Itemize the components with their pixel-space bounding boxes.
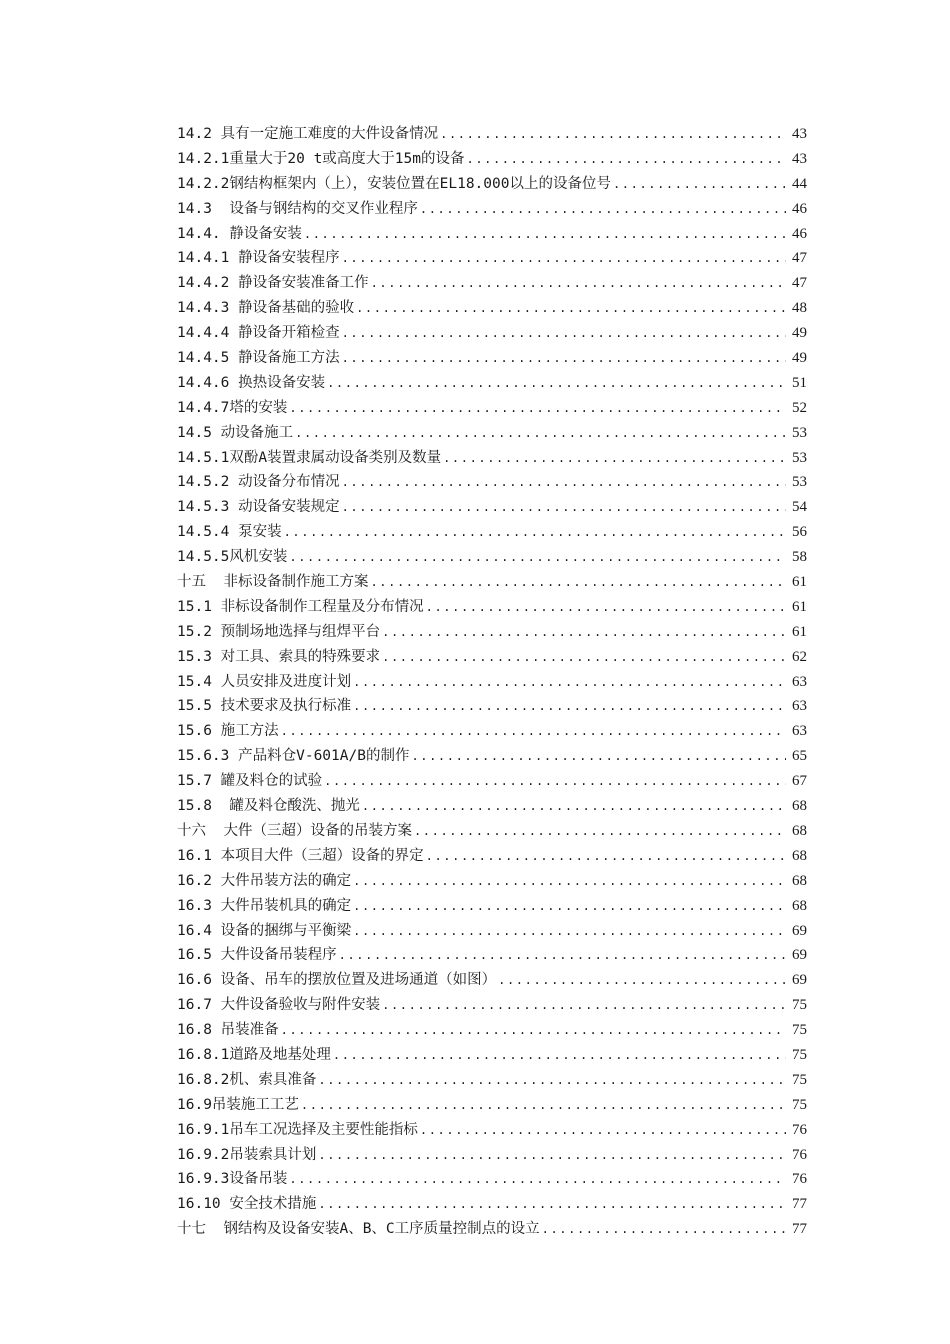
- toc-dot-leader: [342, 470, 786, 495]
- toc-dot-leader: [342, 321, 786, 346]
- toc-entry-title: 15.1 非标设备制作工程量及分布情况: [177, 598, 424, 615]
- toc-entry-page-number: 63: [792, 723, 807, 740]
- toc-entry[interactable]: [177, 1167, 807, 1192]
- toc-entry[interactable]: [177, 520, 807, 545]
- toc-entry-page-number: 69: [792, 922, 807, 939]
- toc-entry-title: 14.4. 静设备安装: [177, 225, 302, 242]
- toc-dot-leader: [339, 943, 786, 968]
- toc-entry[interactable]: [177, 595, 807, 620]
- toc-entry[interactable]: [177, 222, 807, 247]
- toc-entry-page-number: 76: [792, 1121, 807, 1138]
- toc-entry-title: 16.6 设备、吊车的摆放位置及进场通道（如图）: [177, 972, 497, 989]
- toc-entry-title: 14.4.6 换热设备安装: [177, 374, 326, 391]
- toc-entry-page-number: 46: [792, 225, 807, 242]
- toc-entry-title: 15.3 对工具、索具的特殊要求: [177, 648, 381, 665]
- toc-dot-leader: [318, 1192, 786, 1217]
- toc-entry[interactable]: [177, 446, 807, 471]
- toc-entry[interactable]: [177, 122, 807, 147]
- toc-entry-page-number: 48: [792, 300, 807, 317]
- toc-entry-title: 15.6.3 产品料仓V-601A/B的制作: [177, 748, 410, 765]
- toc-dot-leader: [414, 819, 786, 844]
- toc-entry[interactable]: [177, 346, 807, 371]
- toc-entry[interactable]: [177, 670, 807, 695]
- toc-dot-leader: [353, 869, 786, 894]
- toc-dot-leader: [382, 620, 786, 645]
- toc-dot-leader: [382, 645, 786, 670]
- toc-entry-page-number: 44: [792, 175, 807, 192]
- toc-dot-leader: [304, 222, 786, 247]
- toc-entry[interactable]: [177, 321, 807, 346]
- toc-entry[interactable]: [177, 1118, 807, 1143]
- toc-entry[interactable]: [177, 147, 807, 172]
- toc-entry-title: 14.4.2 静设备安装准备工作: [177, 275, 369, 292]
- toc-entry-title: 15.2 预制场地选择与组焊平台: [177, 623, 381, 640]
- toc-entry[interactable]: [177, 869, 807, 894]
- toc-entry-title: 16.5 大件设备吊装程序: [177, 947, 337, 964]
- toc-entry-title: 十六 大件（三超）设备的吊装方案: [177, 822, 412, 839]
- toc-entry-page-number: 63: [792, 698, 807, 715]
- toc-entry[interactable]: [177, 894, 807, 919]
- toc-entry[interactable]: [177, 271, 807, 296]
- toc-entry[interactable]: [177, 943, 807, 968]
- toc-entry[interactable]: [177, 1068, 807, 1093]
- toc-entry[interactable]: [177, 545, 807, 570]
- toc-entry-page-number: 68: [792, 872, 807, 889]
- toc-entry-page-number: 43: [792, 150, 807, 167]
- toc-dot-leader: [289, 1167, 786, 1192]
- toc-entry[interactable]: [177, 1217, 807, 1242]
- toc-entry[interactable]: [177, 968, 807, 993]
- toc-entry-title: 14.4.7塔的安装: [177, 399, 288, 416]
- toc-dot-leader: [281, 719, 786, 744]
- toc-dot-leader: [542, 1217, 786, 1242]
- toc-entry[interactable]: [177, 197, 807, 222]
- toc-entry-page-number: 68: [792, 798, 807, 815]
- toc-entry-title: 14.2.2钢结构框架内（上），安装位置在EL18.000以上的设备位号: [177, 175, 611, 192]
- toc-entry[interactable]: [177, 570, 807, 595]
- toc-entry-title: 14.4.4 静设备开箱检查: [177, 325, 340, 342]
- toc-entry-title: 16.8 吊装准备: [177, 1022, 279, 1039]
- toc-entry[interactable]: [177, 844, 807, 869]
- toc-entry-title: 15.5 技术要求及执行标准: [177, 698, 352, 715]
- toc-entry-page-number: 77: [792, 1221, 807, 1238]
- toc-entry[interactable]: [177, 819, 807, 844]
- toc-dot-leader: [356, 296, 786, 321]
- toc-entry-page-number: 47: [792, 250, 807, 267]
- toc-dot-leader: [371, 271, 786, 296]
- toc-entry[interactable]: [177, 794, 807, 819]
- toc-entry-page-number: 62: [792, 648, 807, 665]
- toc-dot-leader: [411, 744, 786, 769]
- toc-entry-title: 15.6 施工方法: [177, 723, 279, 740]
- toc-entry-title: 16.4 设备的捆绑与平衡梁: [177, 922, 352, 939]
- toc-entry-page-number: 69: [792, 972, 807, 989]
- toc-entry-page-number: 49: [792, 350, 807, 367]
- toc-entry-page-number: 54: [792, 499, 807, 516]
- toc-entry[interactable]: [177, 172, 807, 197]
- toc-dot-leader: [342, 346, 786, 371]
- toc-entry[interactable]: [177, 1018, 807, 1043]
- toc-entry-title: 16.3 大件吊装机具的确定: [177, 897, 352, 914]
- toc-entry-page-number: 52: [792, 399, 807, 416]
- toc-entry[interactable]: [177, 620, 807, 645]
- toc-dot-leader: [370, 570, 786, 595]
- toc-entry[interactable]: [177, 396, 807, 421]
- toc-entry-title: 14.4.5 静设备施工方法: [177, 350, 340, 367]
- toc-dot-leader: [467, 147, 787, 172]
- toc-dot-leader: [295, 421, 786, 446]
- toc-entry-page-number: 75: [792, 1022, 807, 1039]
- toc-entry-title: 16.1 本项目大件（三超）设备的界定: [177, 847, 424, 864]
- toc-entry-title: 15.4 人员安排及进度计划: [177, 673, 352, 690]
- toc-entry-title: 14.5.1双酚A装置隶属动设备类别及数量: [177, 449, 442, 466]
- toc-entry-title: 十七 钢结构及设备安装A、B、C工序质量控制点的设立: [177, 1221, 540, 1238]
- toc-dot-leader: [289, 396, 786, 421]
- toc-dot-leader: [353, 919, 786, 944]
- toc-entry-title: 14.2.1重量大于20 t或高度大于15m的设备: [177, 150, 465, 167]
- toc-entry-page-number: 68: [792, 822, 807, 839]
- toc-dot-leader: [289, 545, 786, 570]
- toc-dot-leader: [420, 1118, 786, 1143]
- toc-entry-page-number: 75: [792, 1046, 807, 1063]
- table-of-contents: [177, 122, 807, 1242]
- toc-entry-title: 16.7 大件设备验收与附件安装: [177, 997, 381, 1014]
- toc-entry-page-number: 61: [792, 623, 807, 640]
- toc-entry-title: 16.10 安全技术措施: [177, 1196, 317, 1213]
- toc-entry[interactable]: [177, 1143, 807, 1168]
- toc-entry-page-number: 68: [792, 897, 807, 914]
- toc-entry-title: 十五 非标设备制作施工方案: [177, 574, 369, 591]
- toc-dot-leader: [426, 844, 786, 869]
- toc-entry-title: 14.3 设备与钢结构的交叉作业程序: [177, 200, 418, 217]
- toc-dot-leader: [443, 446, 786, 471]
- toc-entry-page-number: 76: [792, 1171, 807, 1188]
- toc-dot-leader: [342, 495, 786, 520]
- toc-entry[interactable]: [177, 1093, 807, 1118]
- toc-dot-leader: [426, 595, 786, 620]
- toc-entry[interactable]: [177, 495, 807, 520]
- toc-entry-title: 14.5 动设备施工: [177, 424, 294, 441]
- toc-dot-leader: [440, 122, 786, 147]
- toc-entry-title: 16.9.1吊车工况选择及主要性能指标: [177, 1121, 418, 1138]
- toc-dot-leader: [353, 894, 786, 919]
- toc-entry-page-number: 53: [792, 424, 807, 441]
- toc-dot-leader: [324, 769, 786, 794]
- toc-entry-page-number: 49: [792, 325, 807, 342]
- toc-dot-leader: [613, 172, 786, 197]
- toc-entry[interactable]: [177, 1192, 807, 1217]
- toc-entry[interactable]: [177, 371, 807, 396]
- toc-dot-leader: [284, 520, 786, 545]
- toc-entry-page-number: 63: [792, 673, 807, 690]
- toc-dot-leader: [301, 1093, 786, 1118]
- toc-entry-page-number: 75: [792, 997, 807, 1014]
- toc-dot-leader: [498, 968, 786, 993]
- toc-entry-title: 16.9.2吊装索具计划: [177, 1146, 317, 1163]
- toc-dot-leader: [362, 794, 786, 819]
- toc-entry[interactable]: [177, 993, 807, 1018]
- toc-entry-page-number: 68: [792, 847, 807, 864]
- toc-entry[interactable]: [177, 246, 807, 271]
- toc-entry[interactable]: [177, 1043, 807, 1068]
- toc-entry-title: 16.9.3设备吊装: [177, 1171, 288, 1188]
- toc-entry-page-number: 46: [792, 200, 807, 217]
- toc-dot-leader: [333, 1043, 786, 1068]
- toc-entry-page-number: 69: [792, 947, 807, 964]
- toc-entry-page-number: 58: [792, 549, 807, 566]
- toc-entry-title: 16.9吊装施工工艺: [177, 1096, 299, 1113]
- toc-entry-title: 15.7 罐及料仓的试验: [177, 773, 323, 790]
- toc-entry-title: 16.8.2机、索具准备: [177, 1071, 317, 1088]
- toc-entry-title: 14.5.5风机安装: [177, 549, 288, 566]
- toc-entry[interactable]: [177, 744, 807, 769]
- toc-entry-title: 14.5.4 泵安装: [177, 524, 282, 541]
- toc-dot-leader: [353, 670, 786, 695]
- toc-entry-title: 14.5.2 动设备分布情况: [177, 474, 340, 491]
- toc-entry-page-number: 61: [792, 598, 807, 615]
- toc-entry-page-number: 43: [792, 126, 807, 142]
- toc-dot-leader: [327, 371, 786, 396]
- toc-entry-title: 14.4.1 静设备安装程序: [177, 250, 340, 267]
- toc-entry[interactable]: [177, 694, 807, 719]
- toc-entry-page-number: 56: [792, 524, 807, 541]
- toc-entry-page-number: 75: [792, 1096, 807, 1113]
- toc-dot-leader: [342, 246, 786, 271]
- toc-entry-title: 16.8.1道路及地基处理: [177, 1046, 331, 1063]
- toc-dot-leader: [318, 1068, 786, 1093]
- toc-entry-page-number: 47: [792, 275, 807, 292]
- toc-entry[interactable]: [177, 719, 807, 744]
- toc-entry-title: 16.2 大件吊装方法的确定: [177, 872, 352, 889]
- toc-entry-title: 14.5.3 动设备安装规定: [177, 499, 340, 516]
- toc-entry-page-number: 75: [792, 1071, 807, 1088]
- toc-entry-page-number: 53: [792, 449, 807, 466]
- toc-entry[interactable]: [177, 645, 807, 670]
- toc-dot-leader: [420, 197, 786, 222]
- toc-entry-page-number: 77: [792, 1196, 807, 1213]
- toc-entry-page-number: 67: [792, 773, 807, 790]
- toc-entry[interactable]: [177, 421, 807, 446]
- toc-entry[interactable]: [177, 470, 807, 495]
- toc-dot-leader: [353, 694, 786, 719]
- toc-entry-page-number: 51: [792, 374, 807, 391]
- toc-entry[interactable]: [177, 769, 807, 794]
- toc-entry-title: 14.2 具有一定施工难度的大件设备情况: [177, 126, 439, 142]
- toc-entry[interactable]: [177, 919, 807, 944]
- toc-entry-page-number: 76: [792, 1146, 807, 1163]
- toc-dot-leader: [281, 1018, 786, 1043]
- toc-dot-leader: [318, 1143, 786, 1168]
- toc-entry[interactable]: [177, 296, 807, 321]
- toc-entry-title: 15.8 罐及料仓酸洗、抛光: [177, 798, 360, 815]
- toc-entry-page-number: 65: [792, 748, 807, 765]
- toc-entry-page-number: 53: [792, 474, 807, 491]
- toc-entry-page-number: 61: [792, 574, 807, 591]
- toc-dot-leader: [382, 993, 786, 1018]
- toc-entry-title: 14.4.3 静设备基础的验收: [177, 300, 355, 317]
